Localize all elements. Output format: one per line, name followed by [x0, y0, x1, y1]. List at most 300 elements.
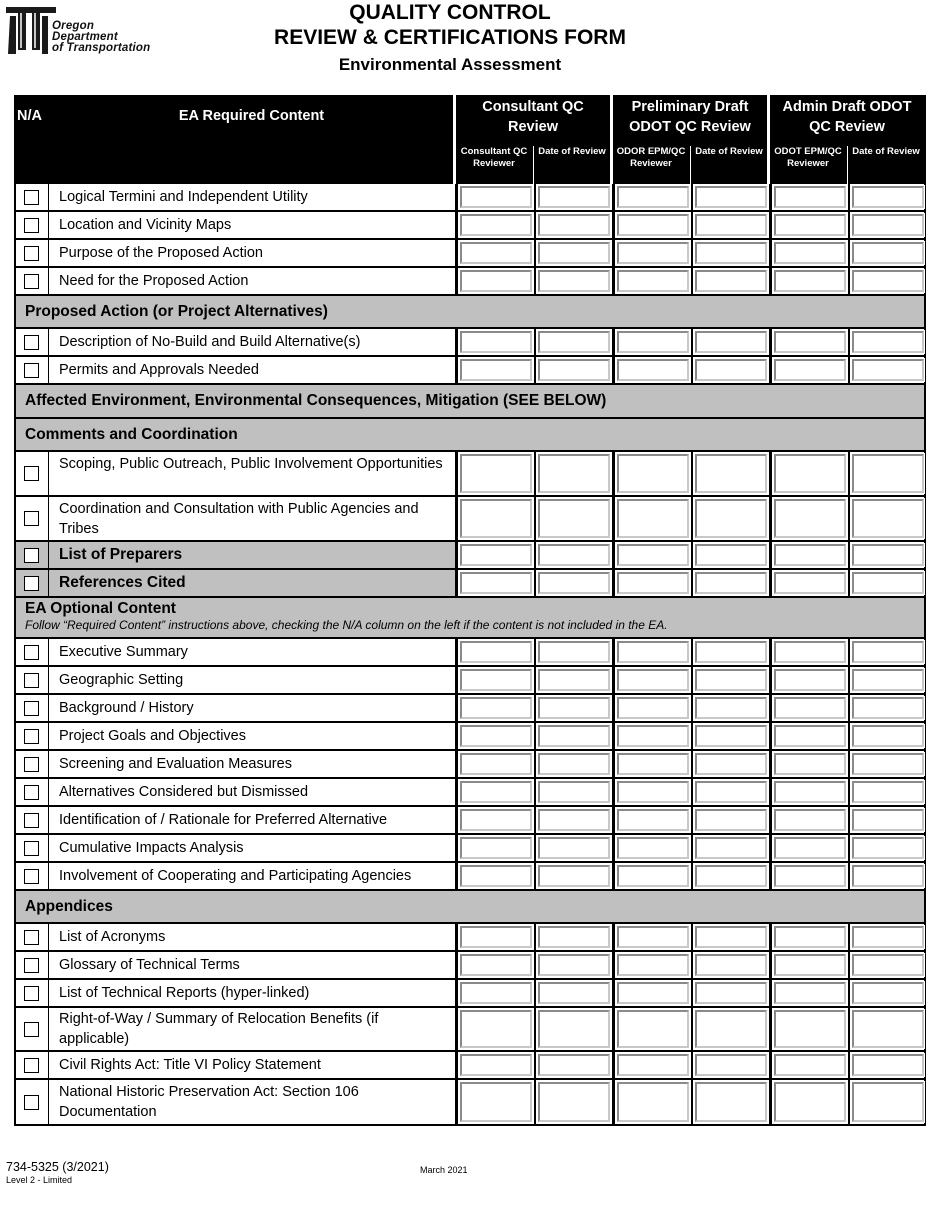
admin-reviewer-field[interactable] — [774, 359, 846, 381]
consultant-reviewer-field[interactable] — [460, 837, 532, 859]
prelim-date-field[interactable] — [695, 1082, 767, 1122]
consultant-date-field[interactable] — [538, 781, 610, 803]
group-title: Preliminary Draft ODOT QC Review — [629, 99, 751, 135]
table-row — [14, 952, 926, 980]
cell-divider — [534, 863, 536, 889]
prelim-reviewer-field[interactable] — [617, 865, 689, 887]
na-cell — [16, 863, 49, 889]
cell-divider — [769, 980, 772, 1006]
consultant-date-field[interactable] — [538, 837, 610, 859]
cell-divider — [769, 452, 772, 495]
consultant-date-field[interactable] — [538, 982, 610, 1004]
sub-header: Date of Review — [538, 146, 606, 157]
prelim-reviewer-field[interactable] — [617, 359, 689, 381]
prelim-date-field[interactable] — [695, 359, 767, 381]
prelim-date-field[interactable] — [695, 572, 767, 594]
cell-divider — [534, 924, 536, 950]
prelim-date-field[interactable] — [695, 499, 767, 538]
na-checkbox[interactable] — [24, 335, 39, 350]
cell-divider — [534, 240, 536, 266]
content-item-label: Need for the Proposed Action — [59, 273, 249, 289]
prelim-date-field[interactable] — [695, 669, 767, 691]
na-checkbox[interactable] — [24, 701, 39, 716]
na-cell — [16, 1080, 49, 1124]
cell-divider — [534, 1008, 536, 1050]
cell-divider — [769, 1008, 772, 1050]
na-checkbox[interactable] — [24, 1022, 39, 1037]
na-checkbox[interactable] — [24, 274, 39, 289]
cell-divider — [612, 357, 615, 383]
consultant-reviewer-field[interactable] — [460, 544, 532, 566]
na-checkbox[interactable] — [24, 785, 39, 800]
prelim-reviewer-field[interactable] — [617, 331, 689, 353]
consultant-reviewer-field[interactable] — [460, 1054, 532, 1076]
consultant-reviewer-field[interactable] — [460, 454, 532, 493]
form-number: 734-5325 (3/2021) — [6, 1160, 109, 1174]
table-row — [14, 329, 926, 357]
prelim-reviewer-field[interactable] — [617, 242, 689, 264]
cell-divider — [612, 1008, 615, 1050]
prelim-date-field[interactable] — [695, 725, 767, 747]
cell-divider — [848, 268, 850, 294]
form-title-line-1: QUALITY CONTROL — [349, 1, 551, 24]
odot-logo — [4, 4, 164, 54]
admin-reviewer-field[interactable] — [774, 809, 846, 831]
table-row — [14, 542, 926, 570]
section-header — [14, 385, 926, 419]
cell-divider — [691, 835, 693, 861]
cell-divider — [691, 329, 693, 355]
table-row — [14, 268, 926, 296]
prelim-date-field[interactable] — [695, 186, 767, 208]
admin-reviewer-field[interactable] — [774, 753, 846, 775]
consultant-reviewer-field[interactable] — [460, 753, 532, 775]
consultant-date-field[interactable] — [538, 809, 610, 831]
cell-divider — [848, 807, 850, 833]
table-header — [14, 95, 926, 184]
admin-reviewer-field[interactable] — [774, 186, 846, 208]
cell-divider — [612, 268, 615, 294]
table-row — [14, 924, 926, 952]
admin-date-field[interactable] — [852, 1054, 924, 1076]
admin-date-field[interactable] — [852, 1082, 924, 1122]
review-fields — [458, 863, 924, 889]
cell-divider — [691, 751, 693, 777]
admin-date-field[interactable] — [852, 781, 924, 803]
review-fields — [458, 779, 924, 805]
na-checkbox[interactable] — [24, 466, 39, 481]
cell-divider — [612, 952, 615, 978]
prelim-date-field[interactable] — [695, 1054, 767, 1076]
cell-divider — [612, 212, 615, 238]
cell-divider — [848, 497, 850, 540]
consultant-date-field[interactable] — [538, 697, 610, 719]
consultant-date-field[interactable] — [538, 1010, 610, 1048]
cell-divider — [534, 751, 536, 777]
prelim-date-field[interactable] — [695, 242, 767, 264]
admin-date-field[interactable] — [852, 753, 924, 775]
cell-divider — [769, 779, 772, 805]
na-checkbox[interactable] — [24, 958, 39, 973]
prelim-date-field[interactable] — [695, 954, 767, 976]
cell-divider — [612, 695, 615, 721]
prelim-date-field[interactable] — [695, 641, 767, 663]
cell-divider — [612, 835, 615, 861]
consultant-date-field[interactable] — [538, 669, 610, 691]
admin-date-field[interactable] — [852, 809, 924, 831]
review-fields — [458, 542, 924, 568]
consultant-date-field[interactable] — [538, 270, 610, 292]
cell-divider — [612, 980, 615, 1006]
content-item-label: Glossary of Technical Terms — [59, 957, 240, 973]
table-row — [14, 452, 926, 497]
review-fields — [458, 667, 924, 693]
consultant-reviewer-field[interactable] — [460, 725, 532, 747]
admin-reviewer-field[interactable] — [774, 926, 846, 948]
consultant-date-field[interactable] — [538, 499, 610, 538]
cell-divider — [612, 452, 615, 495]
admin-reviewer-field[interactable] — [774, 641, 846, 663]
consultant-reviewer-field[interactable] — [460, 669, 532, 691]
cell-divider — [612, 497, 615, 540]
consultant-reviewer-field[interactable] — [460, 641, 532, 663]
na-cell — [16, 723, 49, 749]
admin-reviewer-field[interactable] — [774, 669, 846, 691]
admin-draft-group-header — [770, 95, 924, 143]
prelim-reviewer-field[interactable] — [617, 954, 689, 976]
required-content-header: EA Required Content — [178, 108, 325, 124]
consultant-reviewer-field[interactable] — [460, 865, 532, 887]
content-item-label: List of Preparers — [59, 546, 183, 563]
admin-date-field[interactable] — [852, 359, 924, 381]
na-column-header: N/A — [17, 108, 42, 124]
consultant-reviewer-field[interactable] — [460, 242, 532, 264]
content-item-label: Right-of-Way / Summary of Relocation Benefits (if applicable) — [59, 1011, 379, 1047]
prelim-date-field[interactable] — [695, 454, 767, 493]
prelim-reviewer-field[interactable] — [617, 725, 689, 747]
admin-reviewer-field[interactable] — [774, 572, 846, 594]
table-row — [14, 1080, 926, 1126]
consultant-date-field[interactable] — [538, 1054, 610, 1076]
consultant-reviewer-field[interactable] — [460, 270, 532, 292]
admin-date-field[interactable] — [852, 982, 924, 1004]
cell-divider — [612, 751, 615, 777]
cell-divider — [691, 497, 693, 540]
prelim-reviewer-field[interactable] — [617, 572, 689, 594]
na-checkbox[interactable] — [24, 841, 39, 856]
admin-reviewer-field[interactable] — [774, 1082, 846, 1122]
cell-divider — [769, 497, 772, 540]
prelim-reviewer-field[interactable] — [617, 926, 689, 948]
cell-divider — [691, 807, 693, 833]
prelim-reviewer-field[interactable] — [617, 982, 689, 1004]
section-title: Proposed Action (or Project Alternatives) — [25, 303, 328, 320]
admin-date-field[interactable] — [852, 454, 924, 493]
admin-date-field[interactable] — [852, 572, 924, 594]
consultant-reviewer-field[interactable] — [460, 954, 532, 976]
consultant-reviewer-field[interactable] — [460, 214, 532, 236]
review-fields — [458, 1008, 924, 1050]
admin-date-field[interactable] — [852, 544, 924, 566]
admin-reviewer-field[interactable] — [774, 499, 846, 538]
consultant-date-field[interactable] — [538, 954, 610, 976]
prelim-reviewer-field[interactable] — [617, 669, 689, 691]
prelim-reviewer-field[interactable] — [617, 270, 689, 292]
agency-name — [52, 21, 150, 54]
prelim-reviewer-field[interactable] — [617, 641, 689, 663]
table-row — [14, 723, 926, 751]
prelim-date-field[interactable] — [695, 982, 767, 1004]
cell-divider — [848, 779, 850, 805]
table-row — [14, 779, 926, 807]
cell-divider — [691, 357, 693, 383]
na-checkbox[interactable] — [24, 511, 39, 526]
admin-reviewer-field[interactable] — [774, 781, 846, 803]
admin-date-field[interactable] — [852, 725, 924, 747]
consultant-date-field[interactable] — [538, 753, 610, 775]
admin-date-field[interactable] — [852, 1010, 924, 1048]
prelim-date-field[interactable] — [695, 926, 767, 948]
consultant-reviewer-field[interactable] — [460, 499, 532, 538]
consultant-date-field[interactable] — [538, 454, 610, 493]
na-checkbox[interactable] — [24, 813, 39, 828]
consultant-date-field[interactable] — [538, 572, 610, 594]
consultant-reviewer-field[interactable] — [460, 1082, 532, 1122]
section-header — [14, 296, 926, 329]
consultant-reviewer-field[interactable] — [460, 331, 532, 353]
consultant-date-field[interactable] — [538, 865, 610, 887]
cell-divider — [691, 570, 693, 596]
cell-divider — [691, 952, 693, 978]
cell-divider — [769, 184, 772, 210]
consultant-date-field[interactable] — [538, 242, 610, 264]
prelim-date-field[interactable] — [695, 544, 767, 566]
section-title: Comments and Coordination — [25, 426, 238, 443]
cell-divider — [612, 240, 615, 266]
prelim-date-field[interactable] — [695, 214, 767, 236]
prelim-date-field[interactable] — [695, 1010, 767, 1048]
prelim-date-field[interactable] — [695, 331, 767, 353]
consultant-reviewer-field[interactable] — [460, 781, 532, 803]
review-fields — [458, 329, 924, 355]
footer-date: March 2021 — [420, 1165, 468, 1175]
cell-divider — [848, 980, 850, 1006]
prelim-reviewer-field[interactable] — [617, 1010, 689, 1048]
admin-reviewer-field[interactable] — [774, 954, 846, 976]
cell-divider — [848, 863, 850, 889]
cell-divider — [769, 357, 772, 383]
consultant-date-field[interactable] — [538, 725, 610, 747]
na-checkbox[interactable] — [24, 1058, 39, 1073]
prelim-reviewer-field[interactable] — [617, 544, 689, 566]
na-checkbox[interactable] — [24, 246, 39, 261]
admin-date-field[interactable] — [852, 499, 924, 538]
consultant-reviewer-field[interactable] — [460, 926, 532, 948]
cell-divider — [534, 184, 536, 210]
admin-reviewer-field[interactable] — [774, 1054, 846, 1076]
consultant-date-field[interactable] — [538, 641, 610, 663]
consultant-date-field[interactable] — [538, 544, 610, 566]
review-fields — [458, 184, 924, 210]
prelim-date-field[interactable] — [695, 809, 767, 831]
consultant-date-field[interactable] — [538, 214, 610, 236]
na-checkbox[interactable] — [24, 930, 39, 945]
section-note: Follow “Required Content” instructions above, checking the N/A column on the left if the content is not included in the EA. — [25, 618, 668, 632]
consultant-reviewer-field[interactable] — [460, 809, 532, 831]
cell-divider — [691, 723, 693, 749]
na-checkbox[interactable] — [24, 218, 39, 233]
prelim-reviewer-field[interactable] — [617, 214, 689, 236]
cell-divider — [612, 329, 615, 355]
access-level: Level 2 - Limited — [6, 1175, 73, 1185]
cell-divider — [691, 212, 693, 238]
table-row — [14, 1008, 926, 1052]
na-cell — [16, 695, 49, 721]
cell-divider — [769, 570, 772, 596]
admin-reviewer-field[interactable] — [774, 331, 846, 353]
admin-reviewer-field[interactable] — [774, 837, 846, 859]
cell-divider — [691, 980, 693, 1006]
consultant-date-field[interactable] — [538, 926, 610, 948]
prelim-date-field[interactable] — [695, 865, 767, 887]
content-item-label: Purpose of the Proposed Action — [59, 245, 263, 261]
consultant-reviewer-field[interactable] — [460, 186, 532, 208]
na-checkbox[interactable] — [24, 729, 39, 744]
content-item-label: Civil Rights Act: Title VI Policy Statement — [59, 1057, 321, 1073]
admin-date-field[interactable] — [852, 214, 924, 236]
cell-divider — [534, 212, 536, 238]
na-checkbox[interactable] — [24, 986, 39, 1001]
na-checkbox[interactable] — [24, 576, 39, 591]
prelim-reviewer-field[interactable] — [617, 1082, 689, 1122]
prelim-reviewer-field[interactable] — [617, 781, 689, 803]
consultant-date-field[interactable] — [538, 359, 610, 381]
prelim-reviewer-field[interactable] — [617, 753, 689, 775]
na-checkbox[interactable] — [24, 548, 39, 563]
admin-date-field[interactable] — [852, 926, 924, 948]
admin-date-field[interactable] — [852, 697, 924, 719]
prelim-reviewer-field[interactable] — [617, 809, 689, 831]
consultant-date-field[interactable] — [538, 1082, 610, 1122]
agency-line-3: of Transportation — [52, 42, 151, 54]
na-cell — [16, 570, 49, 596]
cell-divider — [769, 667, 772, 693]
admin-reviewer-field[interactable] — [774, 242, 846, 264]
prelim-date-field[interactable] — [695, 781, 767, 803]
admin-date-field[interactable] — [852, 270, 924, 292]
na-checkbox[interactable] — [24, 869, 39, 884]
table-row — [14, 751, 926, 779]
prelim-reviewer-field[interactable] — [617, 499, 689, 538]
consultant-reviewer-field[interactable] — [460, 697, 532, 719]
prelim-reviewer-field[interactable] — [617, 1054, 689, 1076]
cell-divider — [848, 667, 850, 693]
content-item-label: Identification of / Rationale for Preferred Alternative — [59, 812, 388, 828]
admin-date-field[interactable] — [852, 865, 924, 887]
admin-reviewer-field[interactable] — [774, 725, 846, 747]
na-checkbox[interactable] — [24, 673, 39, 688]
preliminary-draft-group-header — [613, 95, 767, 143]
admin-reviewer-field[interactable] — [774, 697, 846, 719]
cell-divider — [848, 952, 850, 978]
agency-line-2: Department — [52, 31, 118, 43]
prelim-reviewer-field[interactable] — [617, 186, 689, 208]
admin-reviewer-field[interactable] — [774, 214, 846, 236]
cell-divider — [691, 268, 693, 294]
table-row — [14, 357, 926, 385]
consultant-reviewer-field[interactable] — [460, 982, 532, 1004]
consultant-date-field[interactable] — [538, 186, 610, 208]
admin-reviewer-field[interactable] — [774, 1010, 846, 1048]
admin-reviewer-field[interactable] — [774, 454, 846, 493]
na-checkbox[interactable] — [24, 190, 39, 205]
footer-form-info — [6, 1160, 109, 1186]
admin-date-field[interactable] — [852, 242, 924, 264]
admin-reviewer-field[interactable] — [774, 982, 846, 1004]
prelim-reviewer-field[interactable] — [617, 454, 689, 493]
admin-reviewer-field[interactable] — [774, 544, 846, 566]
prelim-date-field[interactable] — [695, 270, 767, 292]
na-checkbox[interactable] — [24, 757, 39, 772]
group-title: Consultant QC Review — [482, 99, 584, 135]
review-fields — [458, 240, 924, 266]
admin-reviewer-field[interactable] — [774, 270, 846, 292]
sub-header: Date of Review — [695, 146, 763, 157]
na-checkbox[interactable] — [24, 1095, 39, 1110]
na-checkbox[interactable] — [24, 645, 39, 660]
admin-date-field[interactable] — [852, 331, 924, 353]
admin-reviewer-field[interactable] — [774, 865, 846, 887]
prelim-date-field[interactable] — [695, 837, 767, 859]
cell-divider — [612, 639, 615, 665]
review-fields — [458, 835, 924, 861]
prelim-reviewer-field[interactable] — [617, 837, 689, 859]
cell-divider — [691, 1080, 693, 1124]
admin-date-field[interactable] — [852, 954, 924, 976]
prelim-date-field[interactable] — [695, 697, 767, 719]
cell-divider — [769, 1052, 772, 1078]
content-item-label: National Historic Preservation Act: Section 106 Documentation — [59, 1084, 359, 1120]
admin-date-field[interactable] — [852, 641, 924, 663]
cell-divider — [534, 268, 536, 294]
table-row — [14, 695, 926, 723]
admin-date-field[interactable] — [852, 669, 924, 691]
review-fields — [458, 497, 924, 540]
cell-divider — [848, 240, 850, 266]
review-fields — [458, 639, 924, 665]
content-item-label: Logical Termini and Independent Utility — [59, 189, 308, 205]
consultant-date-field[interactable] — [538, 331, 610, 353]
prelim-date-field[interactable] — [695, 753, 767, 775]
cell-divider — [769, 329, 772, 355]
consultant-reviewer-field[interactable] — [460, 572, 532, 594]
section-header — [14, 419, 926, 452]
admin-date-field[interactable] — [852, 837, 924, 859]
admin-date-field[interactable] — [852, 186, 924, 208]
consultant-reviewer-field[interactable] — [460, 359, 532, 381]
cell-divider — [848, 212, 850, 238]
form-subtitle: Environmental Assessment — [338, 55, 562, 74]
table-row — [14, 184, 926, 212]
content-item-label: Screening and Evaluation Measures — [59, 756, 292, 772]
na-checkbox[interactable] — [24, 363, 39, 378]
sub-header: ODOR EPM/QC Reviewer — [616, 146, 686, 169]
cell-divider — [769, 924, 772, 950]
prelim-reviewer-field[interactable] — [617, 697, 689, 719]
cell-divider — [848, 542, 850, 568]
consultant-reviewer-field[interactable] — [460, 1010, 532, 1048]
cell-divider — [534, 1052, 536, 1078]
